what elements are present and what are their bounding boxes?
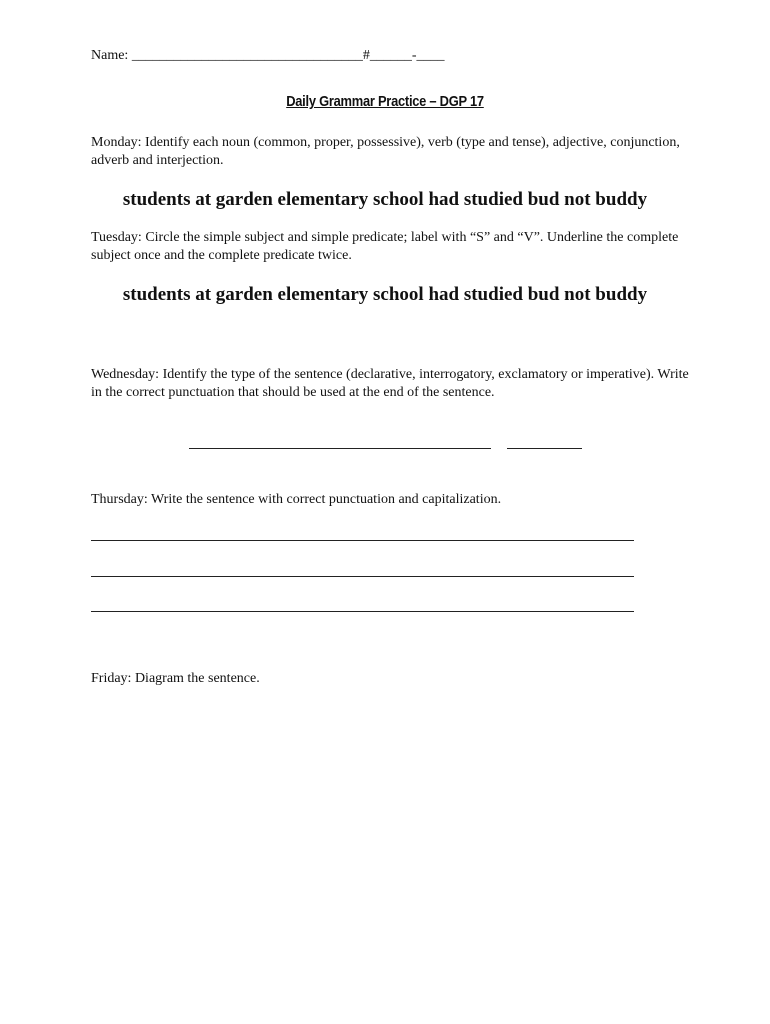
- friday-instruction: Friday: Diagram the sentence.: [91, 671, 260, 686]
- name-field-line: Name: _________________________________#______-____: [91, 48, 445, 63]
- wednesday-instruction: Wednesday: Identify the type of the sentence (declarative, interrogatory, exclamatory or imperative). Write in the correct punctuation that should be used at the end of the sentence.: [91, 367, 689, 400]
- thursday-instruction: Thursday: Write the sentence with correct punctuation and capitalization.: [91, 492, 502, 507]
- punctuation-answer-line[interactable]: [507, 448, 582, 449]
- monday-instruction: Monday: Identify each noun (common, proper, possessive), verb (type and tense), adjective, conjunction, adverb and interjection.: [91, 135, 680, 168]
- writing-line-1[interactable]: [91, 540, 634, 541]
- tuesday-instruction: Tuesday: Circle the simple subject and simple predicate; label with “S” and “V”. Underline the complete subject once and the complete predicate twice.: [91, 230, 679, 263]
- writing-line-2[interactable]: [91, 576, 634, 577]
- page-title: Daily Grammar Practice – DGP 17: [286, 93, 484, 110]
- sentence-type-answer-line[interactable]: [189, 448, 491, 449]
- tuesday-sentence: students at garden elementary school had studied bud not buddy: [122, 284, 648, 305]
- monday-sentence: students at garden elementary school had studied bud not buddy: [122, 189, 648, 210]
- writing-line-3[interactable]: [91, 611, 634, 612]
